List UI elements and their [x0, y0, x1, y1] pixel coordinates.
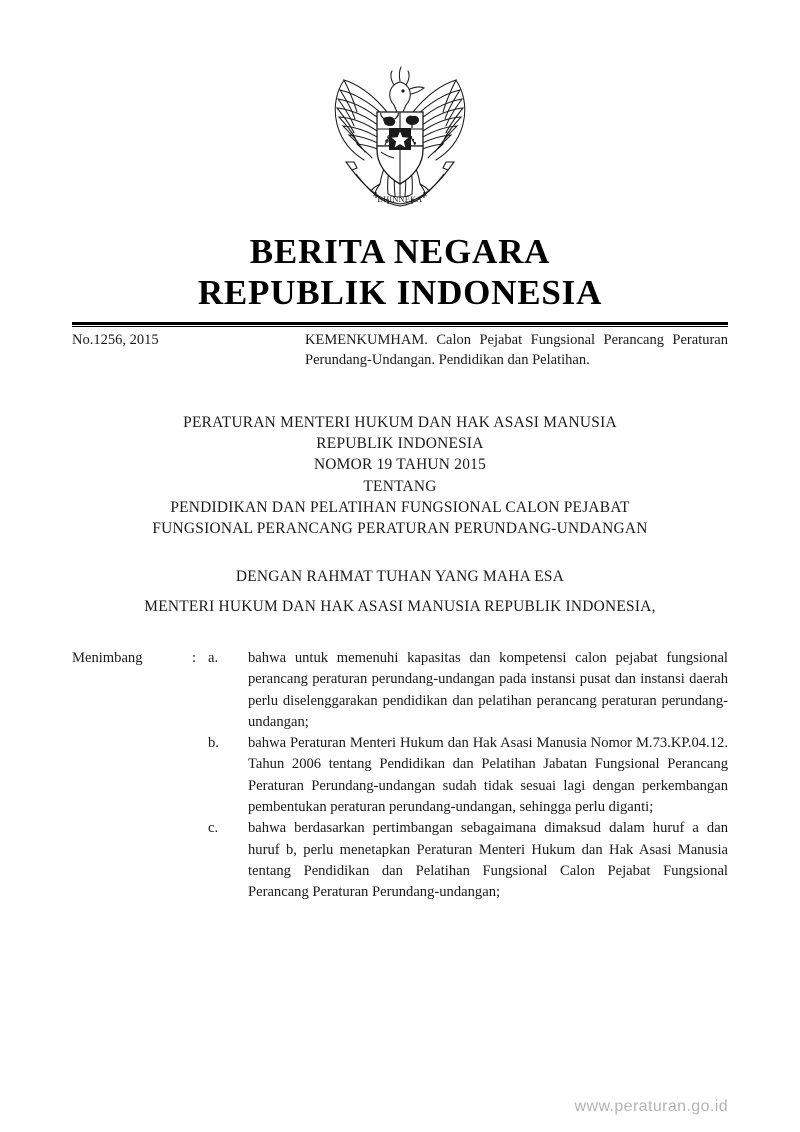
considering-marker-b: b.: [208, 735, 219, 752]
considering-colon: :: [192, 650, 197, 666]
gazette-header-row: [72, 331, 728, 370]
masthead-divider: [72, 322, 728, 327]
emblem-container: [0, 52, 800, 210]
footer-watermark-url: www.peraturan.go.id: [574, 1098, 728, 1115]
title-republic: REPUBLIK INDONESIA: [316, 435, 484, 453]
invocation-block: [0, 566, 800, 617]
title-subject-line-2: FUNGSIONAL PERANCANG PERATURAN PERUNDANG-UNDANGAN: [152, 520, 648, 538]
title-tentang: TENTANG: [363, 477, 437, 495]
title-ministry: PERATURAN MENTERI HUKUM DAN HAK ASASI MANUSIA: [183, 414, 617, 431]
considering-label: Menimbang: [72, 650, 143, 666]
considering-item-c: [72, 818, 728, 903]
gazette-subject: KEMENKUMHAM. Calon Pejabat Fungsional Perancang Peraturan Perundang-Undangan. Pendidikan dan Pelatihan.: [305, 332, 728, 368]
considering-marker-a: a.: [208, 650, 219, 666]
title-subject-line-1: PENDIDIKAN DAN PELATIHAN FUNGSIONAL CALON PEJABAT: [170, 498, 630, 516]
garuda-pancasila-icon: [324, 52, 476, 210]
considering-item-a: [72, 648, 728, 733]
masthead-line-republik-indonesia: REPUBLIK INDONESIA: [197, 273, 603, 312]
considering-text-c: bahwa berdasarkan pertimbangan sebagaimana dimaksud dalam huruf a dan huruf b, perlu menetapkan Peraturan Menteri Hukum dan Hak Asasi Manusia tentang Pendidikan dan Pelatihan Fungsional Calon Pejabat Fungsional Perancang Peraturan Perundang-undangan;: [248, 820, 728, 901]
masthead-line-berita-negara: BERITA NEGARA: [249, 232, 551, 271]
svg-text:BHINNEKA: BHINNEKA: [377, 195, 423, 204]
gazette-number: No.1256, 2015: [72, 332, 159, 348]
invocation-blessing: DENGAN RAHMAT TUHAN YANG MAHA ESA: [235, 568, 565, 585]
title-number-year: NOMOR 19 TAHUN 2015: [313, 456, 487, 474]
footer: [0, 1098, 800, 1116]
regulation-title-block: [0, 412, 800, 539]
considering-section: [72, 648, 728, 904]
divider-thin-line: [72, 326, 728, 327]
invocation-minister: MENTERI HUKUM DAN HAK ASASI MANUSIA REPUBLIK INDONESIA,: [144, 598, 656, 616]
masthead: [0, 231, 800, 313]
considering-text-a: bahwa untuk memenuhi kapasitas dan kompetensi calon pejabat fungsional perancang peraturan perundang-undangan pada instansi pusat dan instansi daerah perlu diselenggarakan pendidikan dan pelatihan perancang peraturan perundang-undangan;: [248, 650, 728, 730]
considering-text-b: bahwa Peraturan Menteri Hukum dan Hak Asasi Manusia Nomor M.73.KP.04.12. Tahun 2006 tentang Pendidikan dan Pelatihan Jabatan Fungsional Perancang Peraturan Perundang-undangan sudah tidak sesuai lagi dengan perkembangan pembentukan peraturan perundang-undangan, sehingga perlu diganti;: [248, 735, 728, 816]
considering-marker-c: c.: [208, 820, 219, 837]
considering-item-b: [72, 733, 728, 818]
